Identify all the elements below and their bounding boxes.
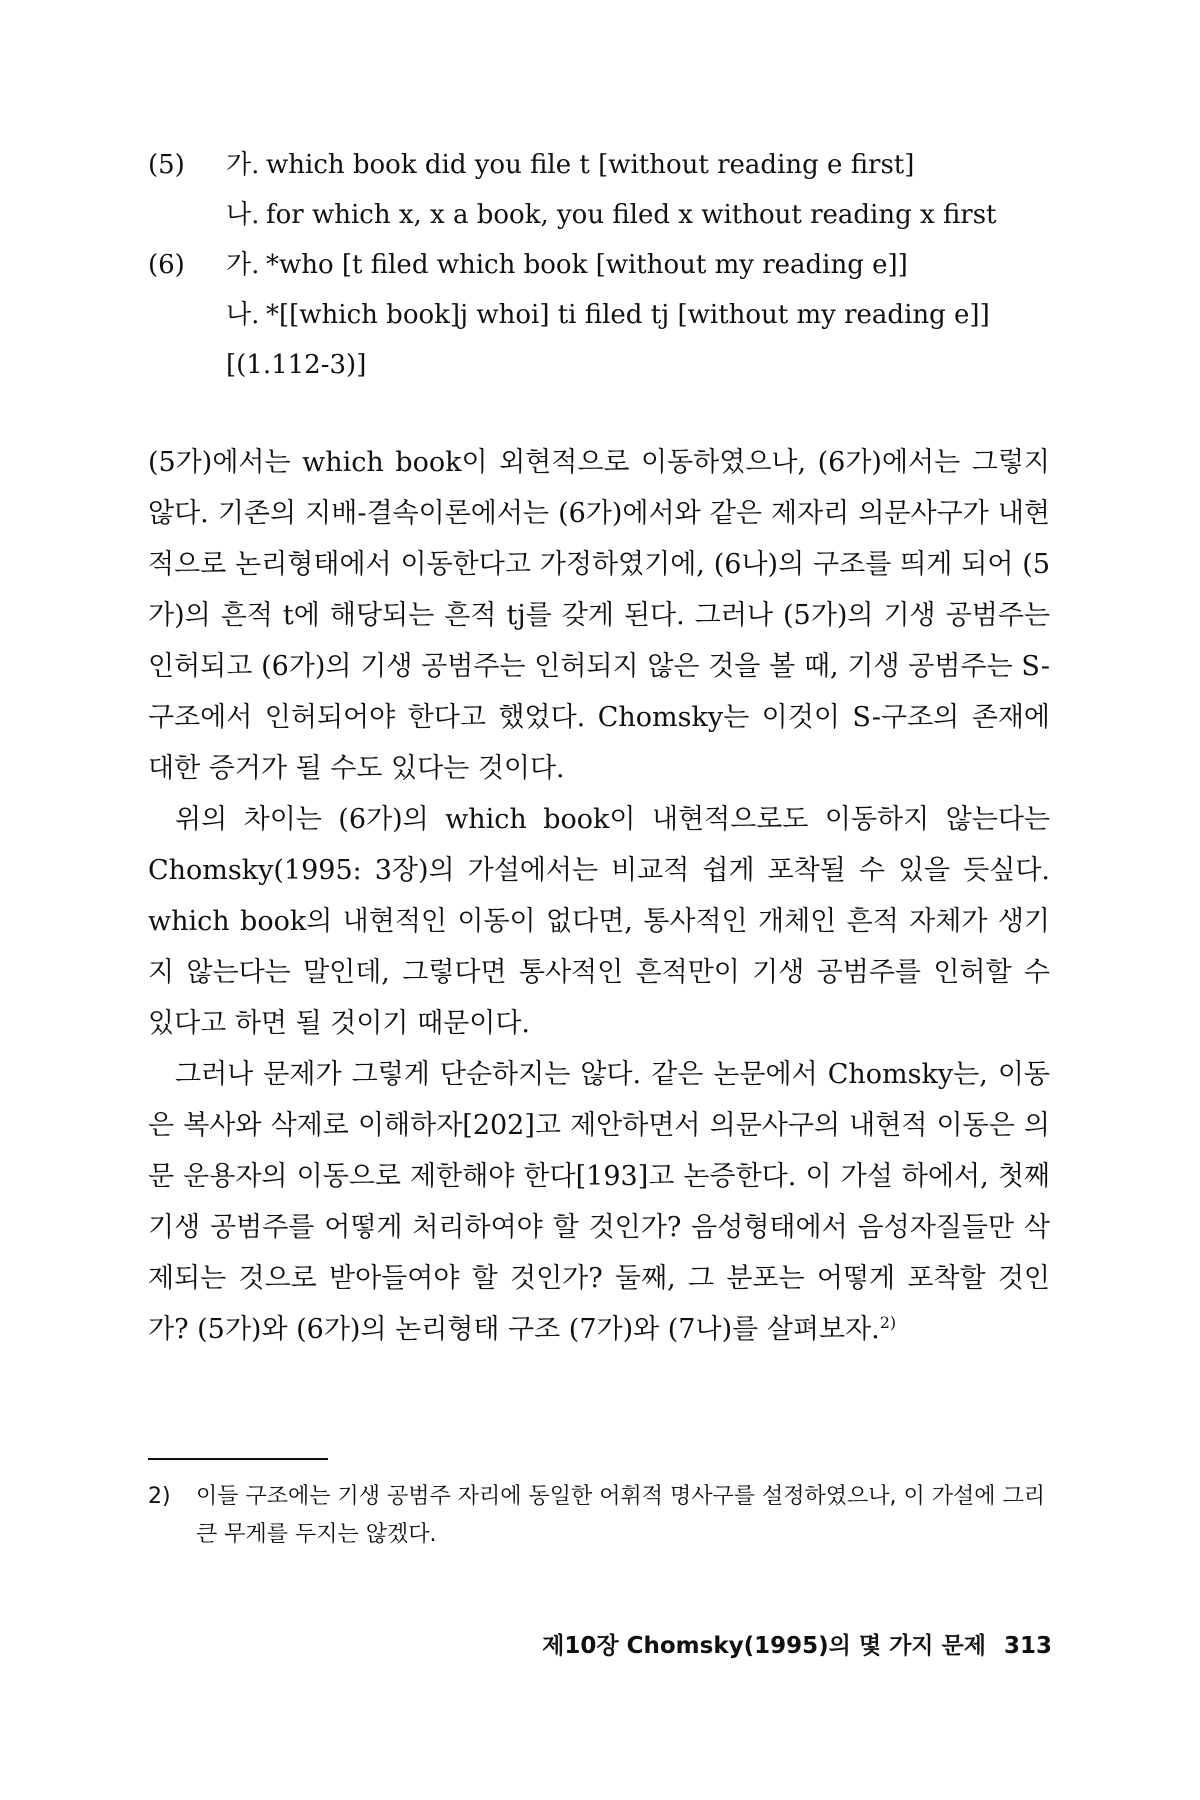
paragraph: [148, 1049, 1050, 1355]
example-subletter: 가.: [226, 150, 260, 180]
page-number: 313: [1003, 1633, 1052, 1659]
example-text: for which x, x a book, you filed x without reading x first: [266, 200, 997, 230]
footnote-number: 2): [148, 1484, 171, 1509]
paragraph: 위의 차이는 (6가)의 which book이 내현적으로도 이동하지 않는다는 Chomsky(1995: 3장)의 가설에서는 비교적 쉽게 포착될 수 있을 듯싶다. which book의 내현적인 이동이 없다면, 통사적인 개체인 흔적 자체가 생기지 않는다는 말인데, 그렇다면 통사적인 흔적만이 기생 공범주를 인허할 수 있다고 하면 될 것이기 때문이다.: [148, 804, 1050, 1039]
example-block: [148, 140, 1068, 390]
running-head: 제10장 Chomsky(1995)의 몇 가지 문제: [542, 1633, 986, 1659]
example-line: [148, 140, 1068, 190]
example-text: *who [t filed which book [without my reading e]]: [266, 250, 908, 280]
example-line: [148, 340, 1068, 390]
example-number: (6): [148, 250, 185, 280]
example-subletter: 가.: [226, 250, 260, 280]
example-subletter: 나.: [226, 200, 260, 230]
paragraph-text: 그러나 문제가 그렇게 단순하지는 않다. 같은 논문에서 Chomsky는, 이동은 복사와 삭제로 이해하자[202]고 제안하면서 의문사구의 내현적 이동은 의문 운용자의 이동으로 제한해야 한다[193]고 논증한다. 이 가설 하에서, 첫째 기생 공범주를 어떻게 처리하여야 할 것인가? 음성형태에서 음성자질들만 삭제되는 것으로 받아들여야 할 것인가? 둘째, 그 분포는 어떻게 포착할 것인가? (5가)와 (6가)의 논리형태 구조 (7가)와 (7나)를 살펴보자.: [148, 1059, 1050, 1345]
example-source: [(1.112-3)]: [226, 350, 367, 380]
example-line: [148, 240, 1068, 290]
footnote: [148, 1478, 1048, 1554]
example-subletter: 나.: [226, 300, 260, 330]
footnote-divider: [148, 1458, 328, 1460]
footnote-reference[interactable]: 2): [879, 1313, 897, 1332]
running-footer: [542, 1628, 1052, 1664]
example-line: [148, 290, 1068, 340]
footnote-text: 이들 구조에는 기생 공범주 자리에 동일한 어휘적 명사구를 설정하였으나, 이 가설에 그리 큰 무게를 두지는 않겠다.: [196, 1484, 1045, 1547]
body-text: [148, 437, 1050, 1355]
example-line: [148, 190, 1068, 240]
example-text: *[[which book]j whoi] ti filed tj [without my reading e]]: [266, 300, 990, 330]
example-number: (5): [148, 150, 185, 180]
paragraph: (5가)에서는 which book이 외현적으로 이동하였으나, (6가)에서는 그렇지 않다. 기존의 지배-결속이론에서는 (6가)에서와 같은 제자리 의문사구가 내현적으로 논리형태에서 이동한다고 가정하였기에, (6나)의 구조를 띄게 되어 (5가)의 흔적 t에 해당되는 흔적 tj를 갖게 된다. 그러나 (5가)의 기생 공범주는 인허되고 (6가)의 기생 공범주는 인허되지 않은 것을 볼 때, 기생 공범주는 S-구조에서 인허되어야 한다고 했었다. Chomsky는 이것이 S-구조의 존재에 대한 증거가 될 수도 있다는 것이다.: [148, 447, 1050, 784]
example-text: which book did you file t [without reading e first]: [266, 150, 915, 180]
